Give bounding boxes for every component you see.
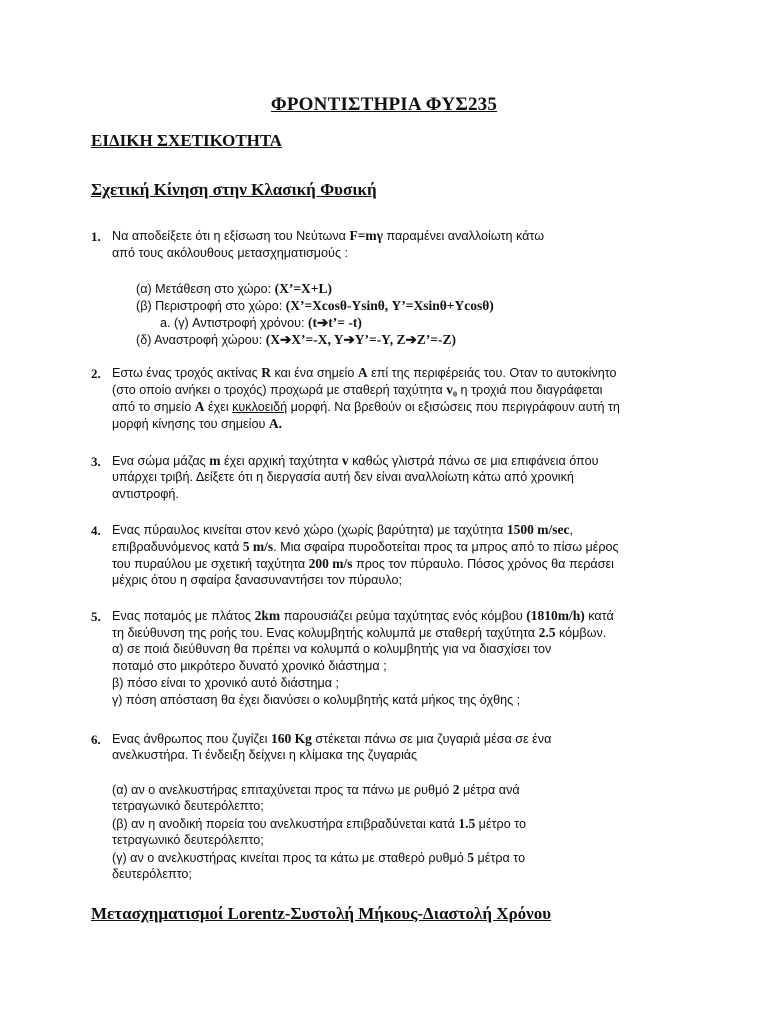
problem-4-line: του πυραύλου με σχετική ταχύτητα 200 m/s προς τον πύραυλο. Πόσος χρόνος θα περάσει [112, 556, 614, 571]
problem-6-line: Ενας άνθρωπος που ζυγίζει 160 Kg στέκεται πάνω σε μια ζυγαριά μέσα σε ένα [112, 731, 552, 746]
problem-5-line: Ενας ποταμός με πλάτος 2km παρουσιάζει ρεύμα ταχύτητας ενός κόμβου (1810m/h) κατά [112, 608, 614, 623]
problem-number: 5. [91, 609, 101, 624]
section-heading-special-relativity: ΕΙΔΙΚΗ ΣΧΕΤΙΚΟΤΗΤΑ [91, 131, 282, 150]
problem-6-item-b: (β) αν η ανοδική πορεία του ανελκυστήρα επιβραδύνεται κατά 1.5 μέτρο το [112, 816, 526, 831]
problem-number: 6. [91, 732, 101, 747]
problem-4-line: επιβραδυνόμενος κατά 5 m/s. Μια σφαίρα πυροδοτείται προς τα μπρος από το πίσω μέρος [112, 539, 619, 554]
problem-1-line: Να αποδείξετε ότι η εξίσωση του Νεύτωνα F=mγ παραμένει αναλλοίωτη κάτω [112, 228, 545, 243]
problem-number: 1. [91, 229, 101, 244]
problem-2-line: (στο οποίο ανήκει ο τροχός) προχωρά με σταθερή ταχύτητα v₀ η τροχιά που διαγράφεται [112, 382, 603, 397]
problem-6-item-b: τετραγωνικό δευτερόλεπτο; [112, 833, 264, 847]
problem-1-item-d: (δ) Αναστροφή χώρου: (X➔X’=-X, Y➔Y’=-Y, Z➔Z’=-Z) [136, 332, 456, 347]
problem-number: 2. [91, 366, 101, 381]
problem-6-item-a: (α) αν ο ανελκυστήρας επιταχύνεται προς τα πάνω με ρυθμό 2 μέτρα ανά [112, 782, 520, 797]
problem-6-item-a: τετραγωνικό δευτερόλεπτο; [112, 799, 264, 813]
problem-3-line: αντιστροφή. [112, 487, 179, 501]
section-heading-classical-relative-motion: Σχετική Κίνηση στην Κλασική Φυσική [91, 180, 377, 199]
problem-5-line: α) σε ποιά διεύθυνση θα πρέπει να κολυμπά ο κολυμβητής για να διασχίσει τον [112, 642, 552, 656]
problem-3-line: υπάρχει τριβή. Δείξετε ότι η διεργασία αυτή δεν είναι αναλλοίωτη κάτω από χρονική [112, 470, 574, 484]
problem-4-line: μέχρις ότου η σφαίρα ξανασυναντήσει τον πύραυλο; [112, 573, 402, 587]
problem-4-line: Ενας πύραυλος κινείται στον κενό χώρο (χωρίς βαρύτητα) με ταχύτητα 1500 m/sec, [112, 522, 573, 537]
problem-3-line: Ενα σώμα μάζας m έχει αρχική ταχύτητα v καθώς γλιστρά πάνω σε μια επιφάνεια όπου [112, 453, 599, 468]
problem-2-line: μορφή κίνησης του σημείου A. [112, 416, 282, 431]
problem-6-item-c: (γ) αν ο ανελκυστήρας κινείται προς τα κάτω με σταθερό ρυθμό 5 μέτρα το [112, 850, 526, 865]
problem-6-line: ανελκυστήρα. Τι ένδειξη δείχνει η κλίμακα της ζυγαριάς [112, 748, 418, 762]
section-heading-lorentz: Μετασχηματισμοί Lorentz-Συστολή Μήκους-Διαστολή Χρόνου [91, 904, 552, 923]
problem-1-item-c: a. (γ) Αντιστροφή χρόνου: (t➔t’= -t) [160, 315, 362, 330]
problem-5-line: β) πόσο είναι το χρονικό αυτό διάστημα ; [112, 676, 340, 690]
problem-5-line: τη διεύθυνση της ροής του. Ενας κολυμβητής κολυμπά με σταθερή ταχύτητα 2.5 κόμβων. [112, 625, 607, 640]
problem-6-item-c: δευτερόλεπτο; [112, 867, 192, 881]
problem-1-item-b: (β) Περιστροφή στο χώρο: (X’=Xcosθ-Ysinθ, Y’=Xsinθ+Ycosθ) [136, 298, 494, 313]
problem-1-item-a: (α) Μετάθεση στο χώρο: (X’=X+L) [136, 281, 332, 296]
problem-number: 4. [91, 523, 101, 538]
problem-5-line: ποταμό στο μικρότερο δυνατό χρονικό διάστημα ; [112, 659, 387, 673]
problem-1-line: από τους ακόλουθους μετασχηματισμούς : [112, 246, 349, 260]
problem-number: 3. [91, 454, 101, 469]
page-title: ΦΡΟΝΤΙΣΤΗΡΙΑ ΦΥΣ235 [270, 94, 498, 115]
problem-2-line: από το σημείο A έχει κυκλοειδή μορφή. Να βρεθούν οι εξισώσεις που περιγράφουν αυτή τη [112, 399, 620, 414]
problem-5-line: γ) πόση απόσταση θα έχει διανύσει ο κολυμβητής κατά μήκος της όχθης ; [112, 693, 521, 707]
problem-2-line: Εστω ένας τροχός ακτίνας R και ένα σημείο A επί της περιφέρειάς του. Οταν το αυτοκίνητο [112, 365, 617, 380]
